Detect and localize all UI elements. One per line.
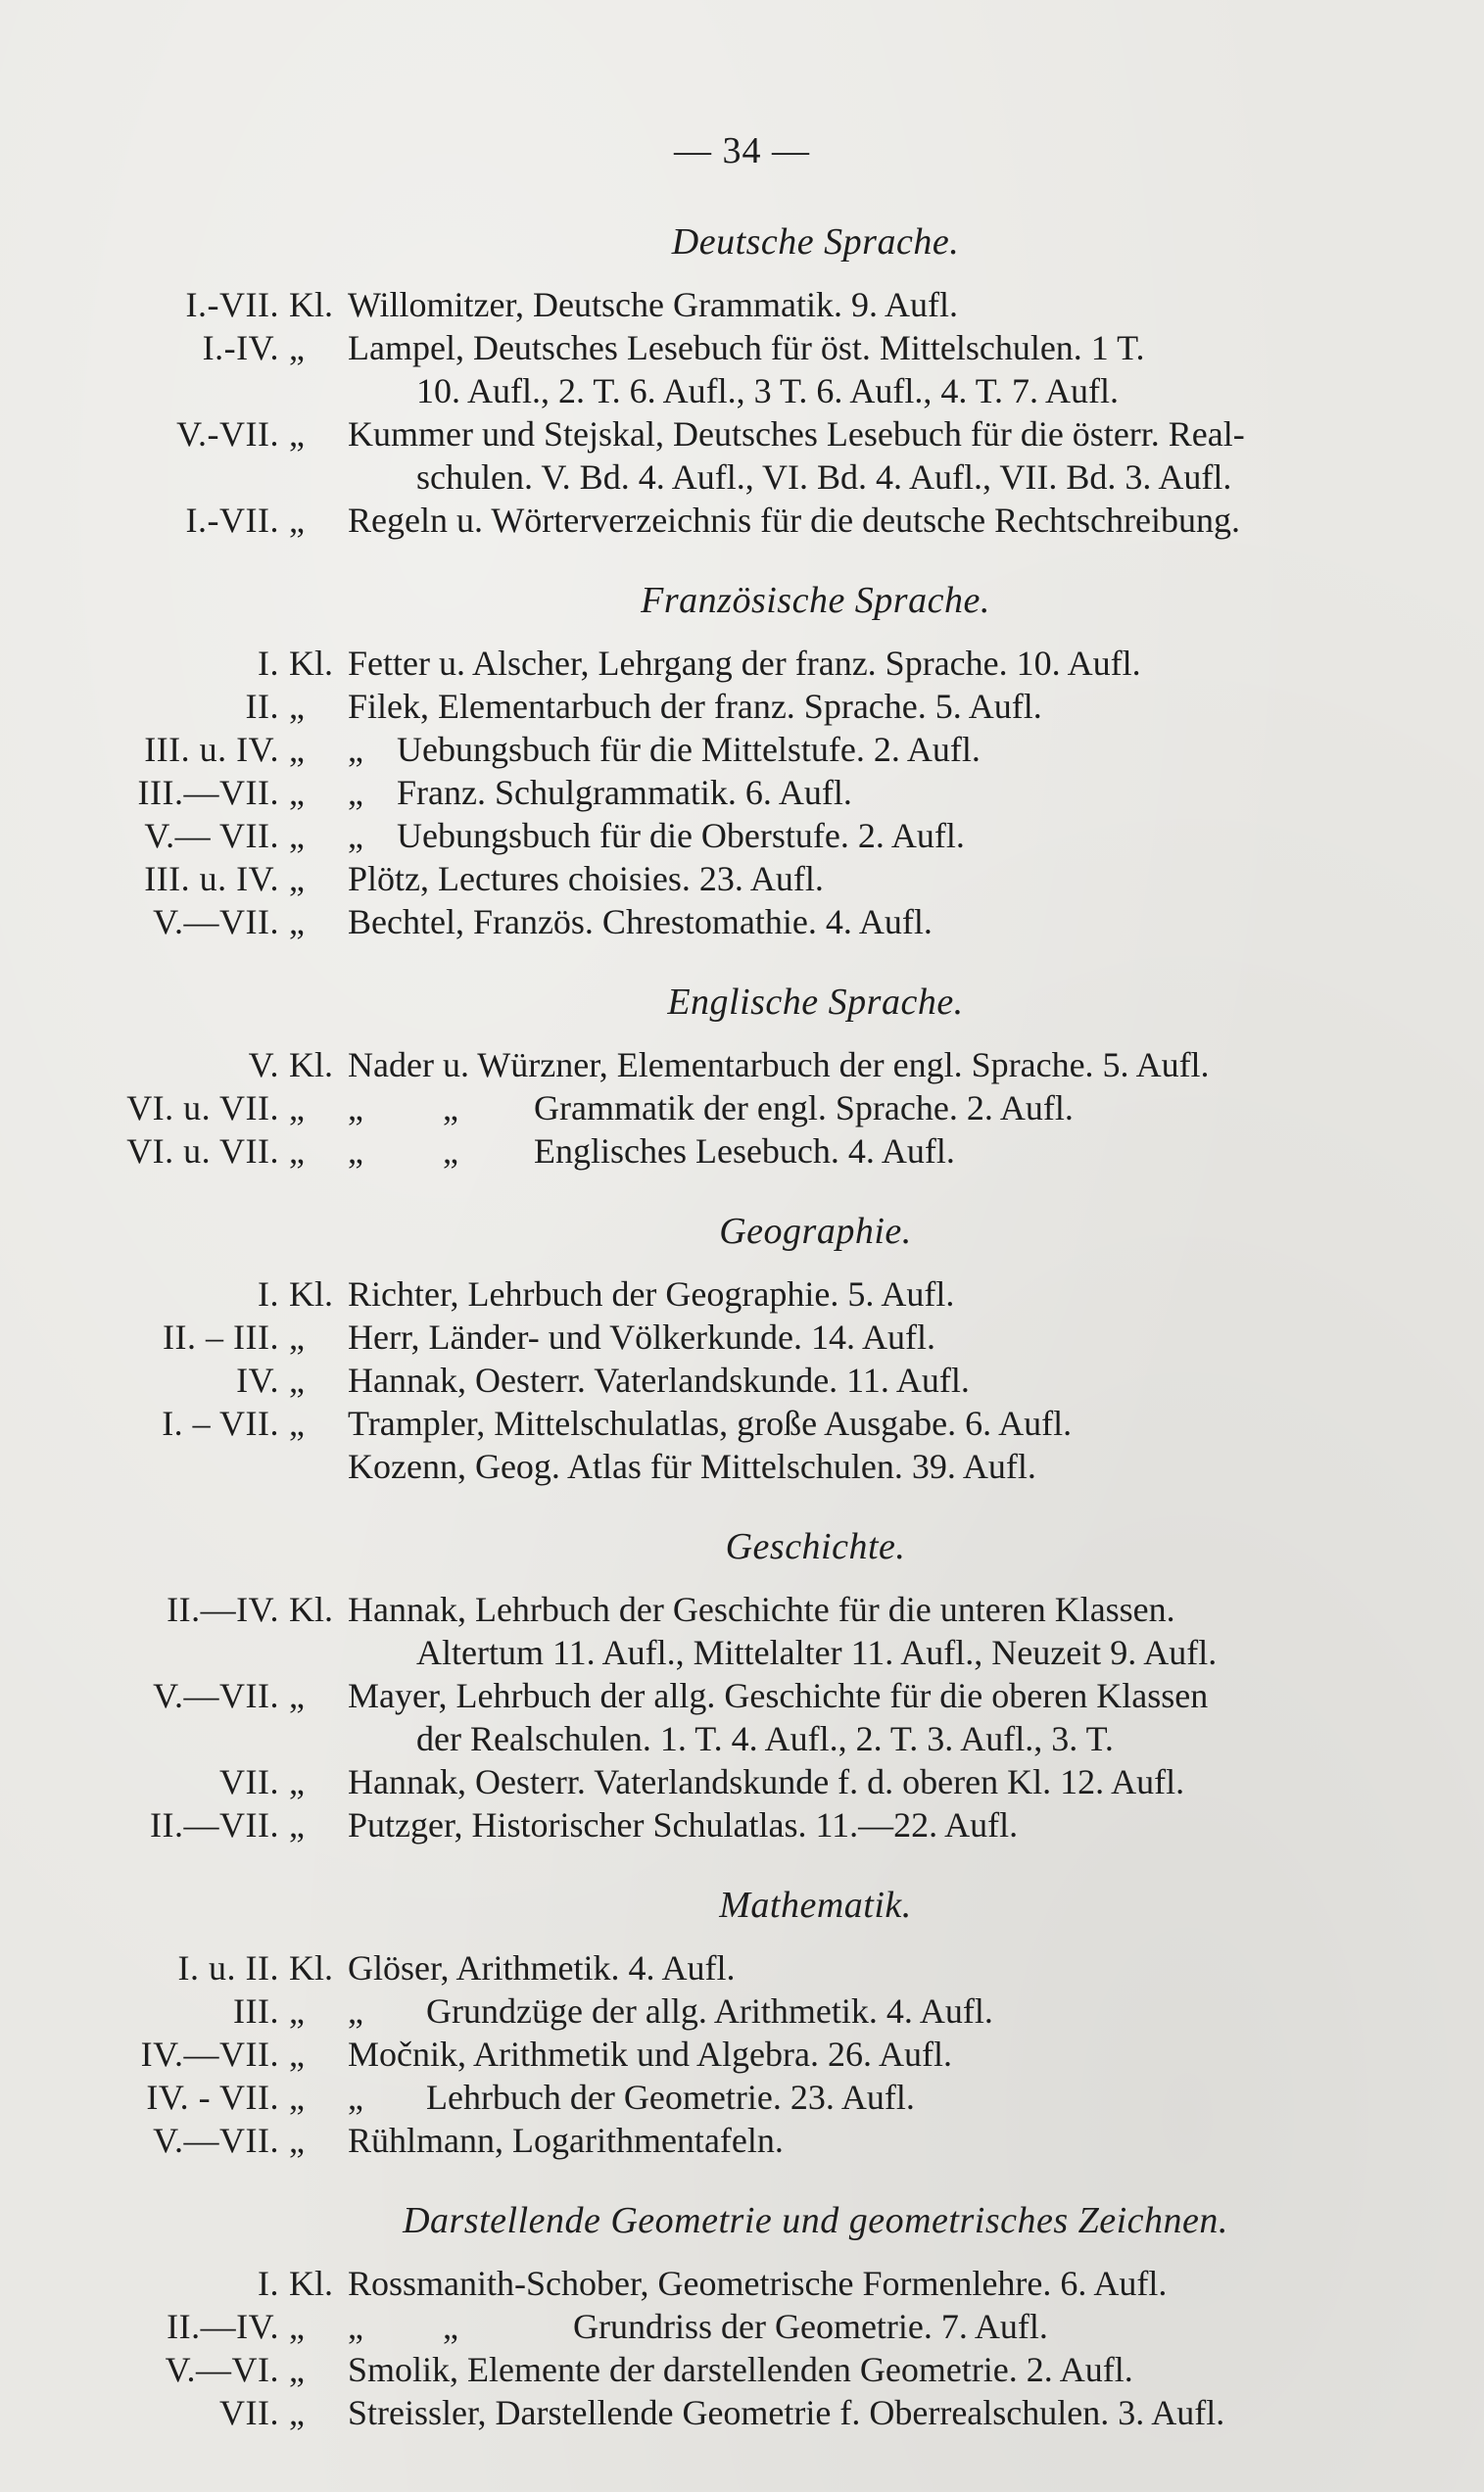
list-item (118, 1803, 1474, 1846)
class-range: VII. (219, 1762, 279, 1801)
book-list (118, 220, 1474, 2434)
class-marker: „ (289, 1361, 305, 1400)
class-marker: „ (289, 1088, 305, 1127)
book-title: Englisches Lesebuch. 4. Aufl. (534, 1131, 955, 1171)
book-title-continuation: 10. Aufl., 2. T. 6. Aufl., 3 T. 6. Aufl., 4. T. 7. Aufl. (416, 371, 1120, 410)
book-title-continuation: der Realschulen. 1. T. 4. Aufl., 2. T. 3. Aufl., 3. T. (416, 1719, 1114, 1758)
list-item (118, 857, 1474, 900)
section-darstellende-geometrie (118, 2199, 1474, 2434)
list-item (118, 326, 1474, 369)
class-range: V.-VII. (176, 414, 279, 454)
class-marker: „ (289, 1676, 305, 1715)
section-heading: Englische Sprache. (667, 982, 964, 1023)
book-title: Lampel, Deutsches Lesebuch für öst. Mittelschulen. 1 T. (348, 328, 1145, 367)
book-title: Hannak, Lehrbuch der Geschichte für die unteren Klassen. (348, 1590, 1175, 1629)
list-item (118, 900, 1474, 943)
list-item-continuation (118, 455, 1474, 499)
list-item (118, 1989, 1474, 2033)
book-title: Fetter u. Alscher, Lehrgang der franz. Sprache. 10. Aufl. (348, 644, 1141, 683)
class-range: II. (245, 687, 279, 726)
class-range: II. – III. (163, 1318, 279, 1357)
class-range: II.—VII. (150, 1805, 279, 1845)
class-marker: Kl. (289, 1590, 333, 1629)
ditto-mark: „ (348, 2078, 363, 2117)
book-title: Hannak, Oesterr. Vaterlandskunde f. d. oberen Kl. 12. Aufl. (348, 1762, 1185, 1801)
book-title: Herr, Länder- und Völkerkunde. 14. Aufl. (348, 1318, 936, 1357)
book-title-continuation: schulen. V. Bd. 4. Aufl., VI. Bd. 4. Aufl., VII. Bd. 3. Aufl. (416, 457, 1232, 497)
book-title: Rossmanith-Schober, Geometrische Formenlehre. 6. Aufl. (348, 2264, 1168, 2303)
book-title: Streissler, Darstellende Geometrie f. Oberrealschulen. 3. Aufl. (348, 2393, 1225, 2432)
list-item (118, 283, 1474, 326)
list-item (118, 771, 1474, 814)
book-title: Grundzüge der allg. Arithmetik. 4. Aufl. (426, 1991, 993, 2031)
class-marker: „ (289, 1404, 305, 1443)
list-item (118, 685, 1474, 728)
class-range: I.-VII. (185, 285, 279, 324)
list-item (118, 2391, 1474, 2434)
list-item (118, 1086, 1474, 1129)
book-title: Hannak, Oesterr. Vaterlandskunde. 11. Aufl. (348, 1361, 970, 1400)
list-item (118, 499, 1474, 542)
list-item-continuation (118, 1717, 1474, 1760)
class-range: I. (258, 1274, 279, 1314)
section-mathematik (118, 1884, 1474, 2162)
class-marker: „ (289, 2350, 305, 2389)
book-title: Mayer, Lehrbuch der allg. Geschichte für die oberen Klassen (348, 1676, 1209, 1715)
class-marker: „ (289, 328, 305, 367)
section-heading: Französische Sprache. (641, 580, 990, 621)
book-title: Rühlmann, Logarithmentafeln. (348, 2121, 784, 2160)
class-range: VI. u. VII. (126, 1088, 279, 1127)
ditto-mark: „ „ (348, 1088, 458, 1127)
class-range: III. u. IV. (144, 730, 279, 769)
list-item (118, 1359, 1474, 1402)
class-range: IV. (236, 1361, 279, 1400)
class-marker: Kl. (289, 1045, 333, 1084)
class-range: III. u. IV. (144, 859, 279, 898)
list-item (118, 2033, 1474, 2076)
class-range: I. (258, 2264, 279, 2303)
section-geschichte (118, 1525, 1474, 1846)
section-geographie (118, 1210, 1474, 1488)
book-title: Močnik, Arithmetik und Algebra. 26. Aufl. (348, 2035, 952, 2074)
list-item (118, 2348, 1474, 2391)
list-item (118, 2076, 1474, 2119)
section-deutsche-sprache (118, 220, 1474, 542)
ditto-mark: „ „ (348, 1131, 458, 1171)
ditto-mark: „ (348, 1991, 363, 2031)
class-range: II.—IV. (167, 1590, 279, 1629)
class-marker: „ (289, 1131, 305, 1171)
list-item-continuation (118, 369, 1474, 412)
book-title: Glöser, Arithmetik. 4. Aufl. (348, 1948, 736, 1988)
class-range: I. (258, 644, 279, 683)
class-marker: „ (289, 902, 305, 941)
book-title: Uebungsbuch für die Mittelstufe. 2. Aufl. (397, 730, 981, 769)
ditto-mark: „ (348, 730, 363, 769)
class-range: I.-VII. (185, 501, 279, 540)
class-range: I.-IV. (202, 328, 279, 367)
book-title: Filek, Elementarbuch der franz. Sprache. 5. Aufl. (348, 687, 1042, 726)
list-item (118, 1946, 1474, 1989)
book-title: Putzger, Historischer Schulatlas. 11.—22. Aufl. (348, 1805, 1019, 1845)
book-title: Grammatik der engl. Sprache. 2. Aufl. (534, 1088, 1074, 1127)
list-item (118, 814, 1474, 857)
class-marker: „ (289, 773, 305, 812)
class-marker: „ (289, 2121, 305, 2160)
list-item (118, 1316, 1474, 1359)
class-range: I. u. II. (177, 1948, 279, 1988)
class-marker: Kl. (289, 644, 333, 683)
class-marker: „ (289, 2078, 305, 2117)
class-marker: Kl. (289, 1948, 333, 1988)
class-range: IV.—VII. (140, 2035, 279, 2074)
class-range: IV. - VII. (146, 2078, 279, 2117)
book-title: Regeln u. Wörterverzeichnis für die deutsche Rechtschreibung. (348, 501, 1241, 540)
class-marker: „ (289, 414, 305, 454)
class-marker: „ (289, 1762, 305, 1801)
list-item (118, 642, 1474, 685)
book-title: Richter, Lehrbuch der Geographie. 5. Aufl. (348, 1274, 955, 1314)
class-marker: „ (289, 2393, 305, 2432)
book-title: Trampler, Mittelschulatlas, große Ausgabe. 6. Aufl. (348, 1404, 1073, 1443)
book-title: Willomitzer, Deutsche Grammatik. 9. Aufl. (348, 285, 958, 324)
section-heading: Deutsche Sprache. (671, 221, 960, 263)
section-heading: Mathematik. (719, 1885, 912, 1926)
class-marker: „ (289, 730, 305, 769)
list-item-continuation (118, 1631, 1474, 1674)
book-title: Nader u. Würzner, Elementarbuch der engl. Sprache. 5. Aufl. (348, 1045, 1210, 1084)
book-title: Plötz, Lectures choisies. 23. Aufl. (348, 859, 824, 898)
list-item (118, 1043, 1474, 1086)
list-item (118, 2262, 1474, 2305)
ditto-mark: „ (348, 816, 363, 855)
list-item (118, 1129, 1474, 1173)
class-range: I. – VII. (162, 1404, 279, 1443)
list-item (118, 2305, 1474, 2348)
class-marker: Kl. (289, 1274, 333, 1314)
class-marker: „ (289, 1318, 305, 1357)
class-range: III.—VII. (137, 773, 279, 812)
class-range: V.—VII. (153, 902, 279, 941)
class-marker: Kl. (289, 2264, 333, 2303)
class-marker: „ (289, 1991, 305, 2031)
page-number: — 34 — (674, 130, 810, 171)
list-item (118, 1588, 1474, 1631)
book-title: Franz. Schulgrammatik. 6. Aufl. (397, 773, 852, 812)
list-item (118, 1760, 1474, 1803)
book-title-continuation: Altertum 11. Aufl., Mittelalter 11. Aufl., Neuzeit 9. Aufl. (416, 1633, 1218, 1672)
class-marker: „ (289, 816, 305, 855)
list-item (118, 412, 1474, 455)
book-title: Smolik, Elemente der darstellenden Geometrie. 2. Aufl. (348, 2350, 1133, 2389)
class-range: V.—VI. (165, 2350, 279, 2389)
list-item (118, 1402, 1474, 1445)
class-marker: Kl. (289, 285, 333, 324)
book-title: Kummer und Stejskal, Deutsches Lesebuch für die österr. Real- (348, 414, 1245, 454)
book-title: Uebungsbuch für die Oberstufe. 2. Aufl. (397, 816, 965, 855)
class-range: III. (233, 1991, 279, 2031)
class-marker: „ (289, 859, 305, 898)
section-heading: Geschichte. (725, 1526, 906, 1567)
class-range: VII. (219, 2393, 279, 2432)
ditto-mark: „ (348, 773, 363, 812)
class-range: VI. u. VII. (126, 1131, 279, 1171)
class-range: V.—VII. (153, 2121, 279, 2160)
class-range: V.— VII. (144, 816, 279, 855)
list-item (118, 1272, 1474, 1316)
class-marker: „ (289, 687, 305, 726)
section-heading: Darstellende Geometrie und geometrisches Zeichnen. (403, 2200, 1228, 2241)
list-item (118, 1674, 1474, 1717)
class-marker: „ (289, 2307, 305, 2346)
book-title: Lehrbuch der Geometrie. 23. Aufl. (426, 2078, 915, 2117)
class-marker: „ (289, 1805, 305, 1845)
book-title: Kozenn, Geog. Atlas für Mittelschulen. 39. Aufl. (348, 1447, 1036, 1486)
list-item (118, 728, 1474, 771)
list-item (118, 1445, 1474, 1488)
class-marker: „ (289, 501, 305, 540)
class-range: V. (248, 1045, 279, 1084)
book-title: Grundriss der Geometrie. 7. Aufl. (573, 2307, 1048, 2346)
ditto-mark: „ „ (348, 2307, 458, 2346)
list-item (118, 2119, 1474, 2162)
section-heading: Geographie. (719, 1211, 912, 1252)
class-range: II.—IV. (167, 2307, 279, 2346)
section-franzoesische-sprache (118, 579, 1474, 943)
book-title: Bechtel, Französ. Chrestomathie. 4. Aufl. (348, 902, 933, 941)
class-range: V.—VII. (153, 1676, 279, 1715)
class-marker: „ (289, 2035, 305, 2074)
section-englische-sprache (118, 981, 1474, 1173)
